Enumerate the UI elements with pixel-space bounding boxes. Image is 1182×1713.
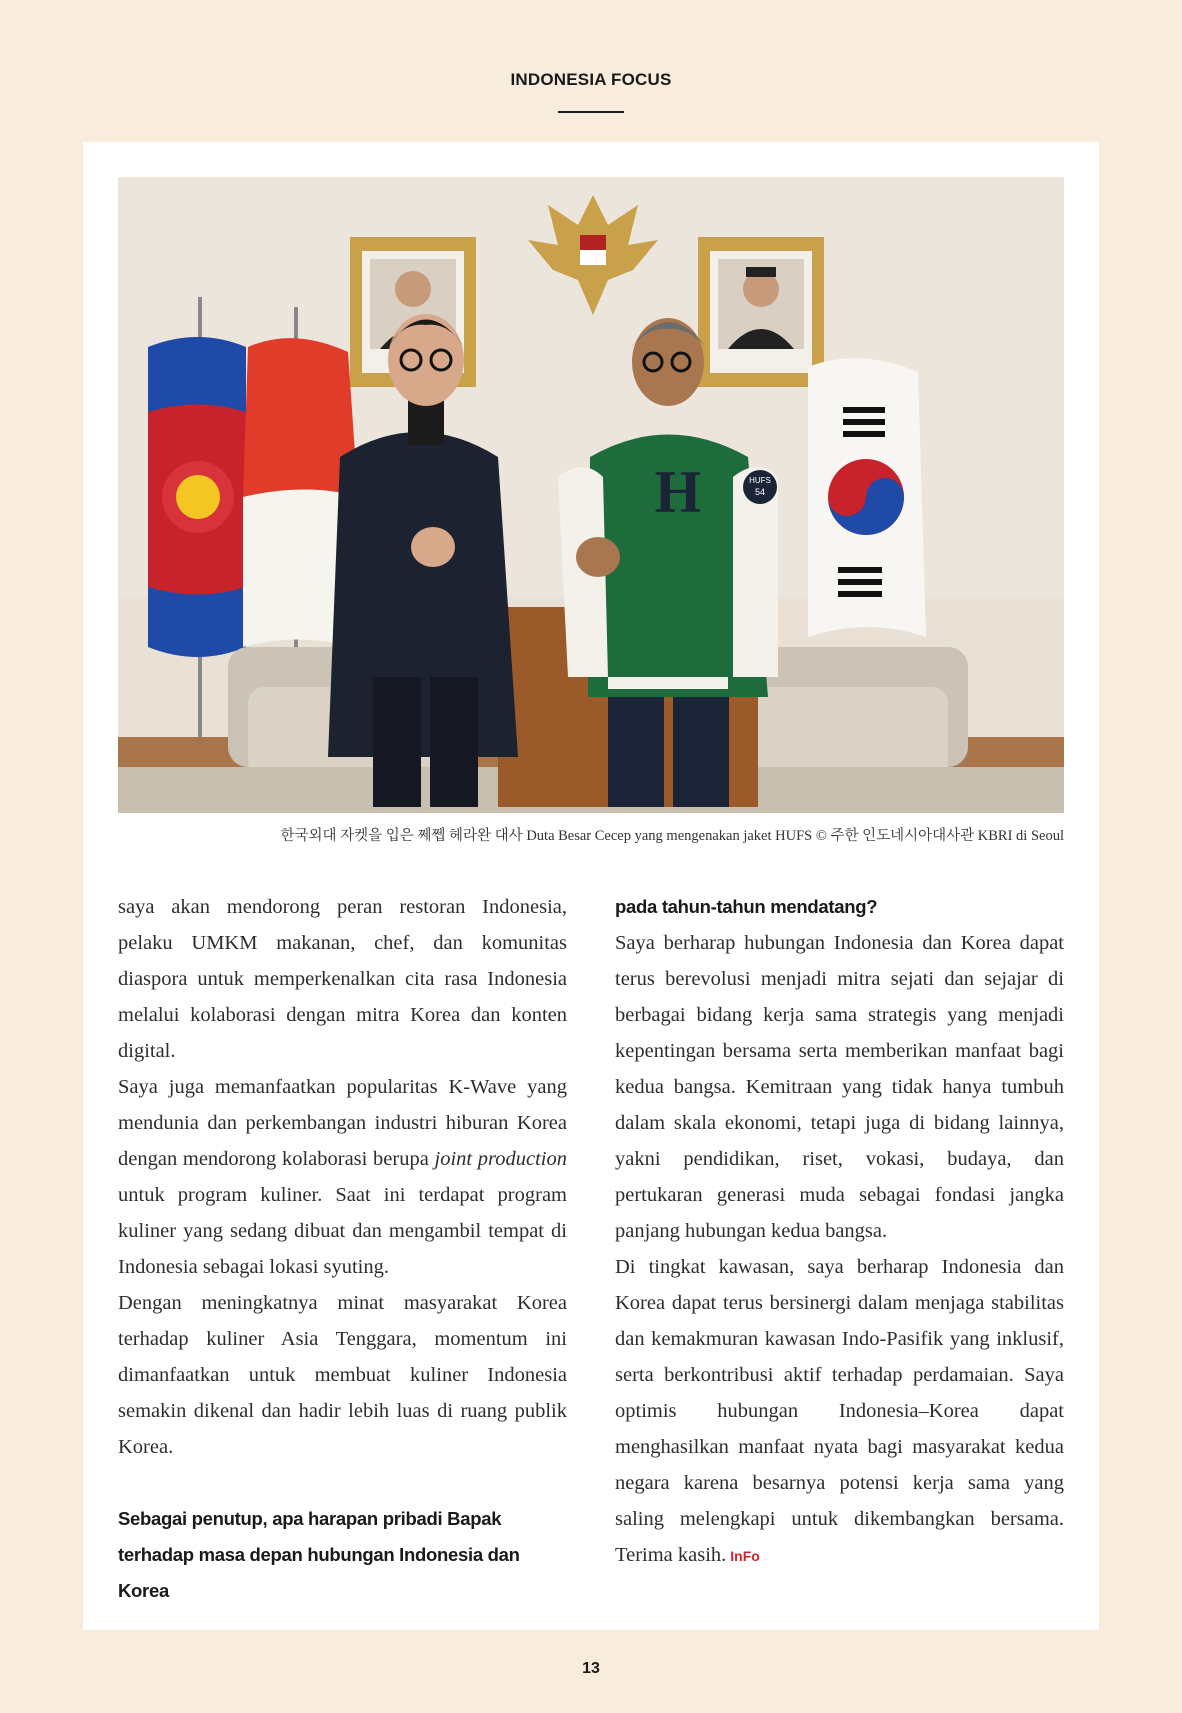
- paragraph: Dengan meningkatnya minat masyarakat Korea terhadap kuliner Asia Tenggara, momentum ini dimanfaatkan untuk membuat kuliner Indonesia semakin dikenal dan hadir lebih luas di ruang publik Korea.: [118, 1292, 567, 1458]
- interview-question: Sebagai penutup, apa harapan pribadi Bapak terhadap masa depan hubungan Indonesia dan Korea: [118, 1508, 520, 1601]
- left-column: [118, 889, 567, 1609]
- portrait-right: [698, 237, 824, 387]
- article-card: [83, 142, 1099, 1630]
- section-title: INDONESIA FOCUS: [510, 70, 672, 89]
- end-mark: InFo: [730, 1548, 760, 1564]
- svg-text:HUFS: HUFS: [749, 476, 771, 485]
- paragraph: Di tingkat kawasan, saya berharap Indonesia dan Korea dapat terus bersinergi dalam menjaga stabilitas dan kemakmuran kawasan Indo-Pasifik yang inklusif, serta berkontribusi aktif terhadap perdamaian. Saya optimis hubungan Indonesia–Korea dapat menghasilkan manfaat nyata bagi masyarakat kedua negara karena besarnya potensi kerja sama yang saling melengkapi untuk dikembangkan bersama. Terima kasih. InFo: [615, 1256, 1064, 1566]
- paragraph: saya akan mendorong peran restoran Indonesia, pelaku UMKM makanan, chef, dan komunitas diaspora untuk memperkenalkan cita rasa Indonesia melalui kolaborasi dengan mitra Korea dan konten digital.: [118, 896, 567, 1062]
- right-column: [615, 889, 1064, 1574]
- title-divider: [558, 111, 624, 113]
- paragraph: Saya juga memanfaatkan popularitas K-Wave yang mendunia dan perkembangan industri hiburan Korea dengan mendorong kolaborasi berupa joint production untuk program kuliner. Saat ini terdapat program kuliner yang sedang dibuat dan mengambil tempat di Indonesia sebagai lokasi syuting.: [118, 1076, 567, 1278]
- svg-text:54: 54: [754, 487, 766, 497]
- korea-flag: [808, 358, 926, 637]
- photo-caption: 한국외대 자켓을 입은 쩨쩹 헤라완 대사 Duta Besar Cecep yang mengenakan jaket HUFS © 주한 인도네시아대사관 KBRI di Seoul: [280, 828, 1064, 844]
- paragraph: Saya berharap hubungan Indonesia dan Korea dapat terus berevolusi menjadi mitra sejati dan sejajar di berbagai bidang kerja sama strategis yang menjadi kepentingan bersama serta memberikan manfaat bagi kedua bangsa. Kemitraan yang tidak hanya tumbuh dalam skala ekonomi, tetapi juga di bidang lainnya, yakni pendidikan, riset, vokasi, budaya, dan pertukaran generasi muda sebagai fondasi jangka panjang hubungan kedua bangsa.: [615, 932, 1064, 1242]
- page-number: 13: [582, 1660, 600, 1677]
- photo-illustration: [118, 177, 1064, 813]
- interview-question-end: pada tahun-tahun mendatang?: [615, 896, 878, 917]
- article-photo: [118, 177, 1064, 813]
- svg-text:H: H: [654, 459, 702, 525]
